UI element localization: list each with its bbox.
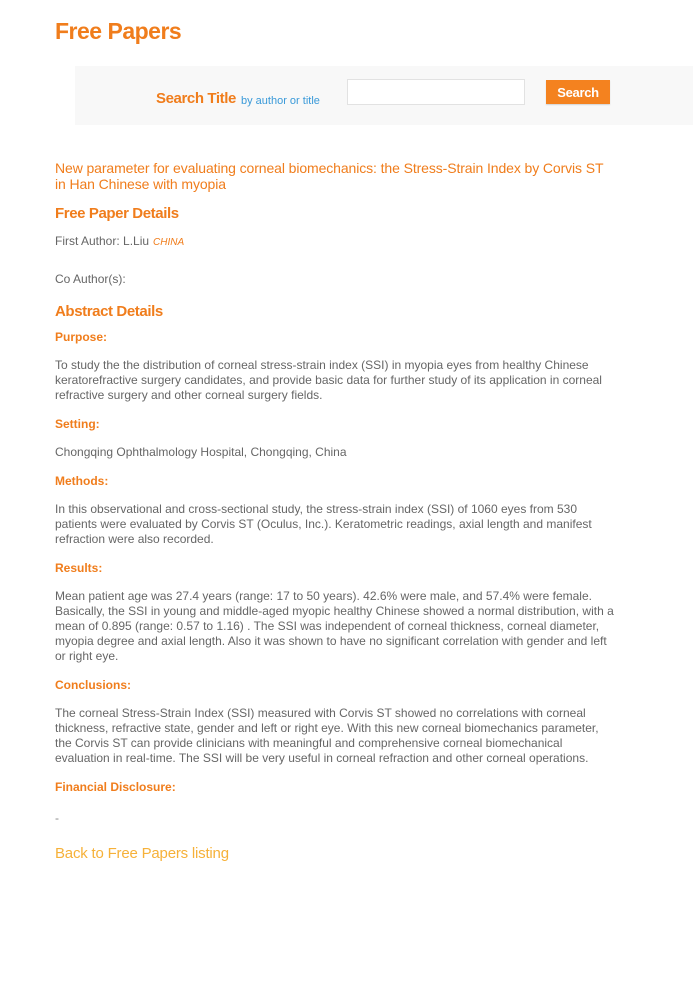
results-text: Mean patient age was 27.4 years (range: 17 to 50 years). 42.6% were male, and 57.4% were female. Basically, the SSI in young and middle-aged myopic healthy Chinese showed a normal distribution, with a mean of 0.895 (range: 0.57 to 1.16) . The SSI was independent of corneal thickness, corneal diameter, myopia degree and axial length. Also it was shown to have no significant correlation with gender and left or right eye.: [55, 589, 614, 663]
setting-heading: Setting:: [55, 417, 100, 431]
abstract-details-heading: Abstract Details: [55, 303, 163, 320]
paper-content: [55, 160, 615, 863]
financial-disclosure-heading: Financial Disclosure:: [55, 780, 176, 794]
paper-title: New parameter for evaluating corneal biomechanics: the Stress-Strain Index by Corvis ST in Han Chinese with myopia: [55, 160, 604, 192]
methods-heading: Methods:: [55, 474, 109, 488]
conclusions-heading: Conclusions:: [55, 678, 132, 692]
financial-disclosure-text: -: [55, 811, 59, 825]
co-authors: Co Author(s):: [55, 272, 126, 286]
search-button[interactable]: Search: [546, 80, 610, 104]
conclusions-text: The corneal Stress-Strain Index (SSI) measured with Corvis ST showed no correlations with corneal thickness, refractive state, gender and left or right eye. With this new corneal biomechanics parameter, the Corvis ST can provide clinicians with meaningful and comprehensive corneal biomechanical evaluation in real-time. The SSI will be very useful in corneal refraction and other corneal operations.: [55, 706, 599, 765]
methods-text: In this observational and cross-sectional study, the stress-strain index (SSI) of 1060 eyes from 530 patients were evaluated by Corvis ST (Oculus, Inc.). Keratometric readings, axial length and manifest refraction were also recorded.: [55, 502, 592, 546]
first-author-label: First Author: L.Liu: [55, 234, 150, 248]
page-title: Free Papers: [55, 18, 182, 44]
purpose-heading: Purpose:: [55, 330, 108, 344]
first-author: [55, 233, 615, 251]
search-hint: by author or title: [241, 95, 320, 107]
free-paper-details-heading: Free Paper Details: [55, 205, 179, 222]
purpose-text: To study the the distribution of corneal stress-strain index (SSI) in myopia eyes from healthy Chinese keratorefractive surgery candidates, and provide basic data for further study of its application in corneal refractive surgery and other corneal surgery fields.: [55, 358, 602, 402]
setting-text: Chongqing Ophthalmology Hospital, Chongqing, China: [55, 445, 347, 459]
search-panel: [75, 66, 693, 125]
back-to-listing-link[interactable]: Back to Free Papers listing: [55, 845, 229, 862]
author-country: CHINA: [153, 237, 185, 248]
search-input[interactable]: [347, 79, 525, 105]
results-heading: Results:: [55, 561, 103, 575]
search-title-label: Search Title: [156, 90, 236, 107]
